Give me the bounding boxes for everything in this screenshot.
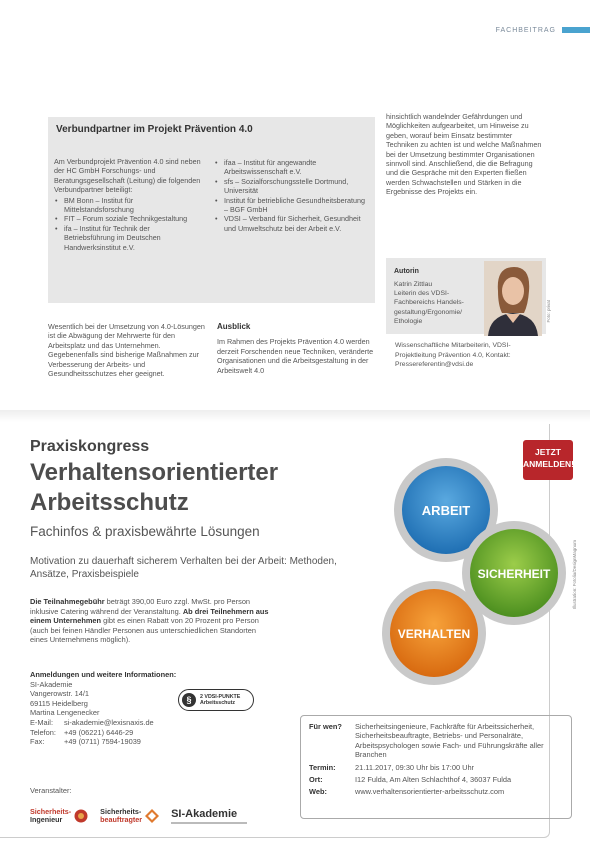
gear-label: ARBEIT (421, 503, 471, 518)
email-label: E-Mail: (30, 717, 53, 727)
email-link[interactable]: si-akademie@lexisnaxis.de (64, 717, 154, 727)
list-item: • ifaa – Institut für angewandte Arbeitswissenschaft e.V. (214, 158, 368, 177)
info-row-location (309, 775, 563, 784)
info-key: Ort: (309, 775, 323, 785)
contact-email (30, 718, 180, 728)
author-label: Autorin (394, 268, 419, 275)
ad-title: Verhaltensorientierter Arbeitsschutz (30, 459, 279, 516)
fee-text: beträgt 390,00 Euro zzgl. MwSt. pro Person inklusive Catering während der Veranstaltung. (30, 597, 251, 616)
author-line: Ethologie (394, 317, 423, 325)
photo-credit: Foto: privat (546, 300, 551, 323)
ausblick-section (217, 322, 377, 375)
info-value: I12 Fulda, Am Alten Schlachthof 4, 36037 Fulda (355, 775, 512, 785)
fee-discount-text: gibt es einen Rabatt von 20 Prozent pro Person (auch bei feinen Händler Personen aus unterschiedlichen Standorten eines Unternehmens möglich). (30, 616, 259, 645)
article-paragraph-right: hinsichtlich wandelnder Gefährdungen und Möglichkeiten aufgearbeitet, um Hinweise zu geben, worauf beim Einsatz bestimmter Techniken zu achten ist und welche Maßnahmen bei der Umsetzung bestimmter Organisationen sinnvoll sind. Anschließend, die die Befragung und die Gespräche mit den Experten fließen werden Schwachstellen und Stärken in die Ergebnisse des Projekts ein. (386, 112, 542, 197)
list-item: • VDSI – Verband für Sicherheit, Gesundheit und Umweltschutz bei der Arbeit e.V. (214, 214, 368, 233)
contact-fax (30, 737, 180, 747)
list-item: • BM Bonn – Institut für Mittelstandsforschung (54, 196, 202, 215)
verbundpartner-intro: Am Verbundprojekt Prävention 4.0 sind neben der HC GmbH Forschungs- und Beratungsgesellschaft (Leitung) die folgenden Verbundpartner beteiligt: (54, 157, 201, 195)
ad-tagline: Motivation zu dauerhaft sicherem Verhalten bei der Arbeit: Methoden, Ansätze, Praxisbeispiele (30, 556, 337, 580)
logo-sicherheitsingenieur (30, 808, 88, 825)
ausblick-title: Ausblick (217, 322, 251, 331)
contact-phone (30, 728, 180, 738)
info-row-audience (309, 722, 563, 760)
info-row-web (309, 787, 563, 796)
website-link[interactable]: www.verhaltensorientierter-arbeitsschutz.com (355, 787, 505, 797)
info-row-date (309, 763, 563, 772)
event-info-box (300, 715, 572, 819)
logo-underline (171, 822, 247, 824)
logo-si-akademie (171, 808, 247, 824)
logo-text: SI-Akademie (171, 808, 238, 820)
info-key: Web: (309, 787, 327, 797)
gear-label: SICHERHEIT (477, 567, 551, 581)
verbundpartner-right-column (214, 157, 368, 233)
info-key: Für wen? (309, 722, 342, 731)
fee-discount-label: Ab drei Teilnehmern aus einem Unternehmen (30, 606, 269, 626)
logo-text: beauftragter (100, 815, 143, 824)
org-city: 69115 Heidelberg (30, 698, 88, 708)
register-now-line: JETZT (535, 447, 561, 457)
verbundpartner-right-list (214, 158, 368, 233)
verbundpartner-left-list (54, 196, 202, 252)
author-line: Katrin Zittlau (394, 281, 433, 288)
verbundpartner-left-column (54, 157, 202, 252)
author-portrait-image (484, 261, 542, 336)
list-item: • ifa – Institut für Technik der Betriebsführung im Deutschen Handwerksinstitut e.V. (54, 224, 202, 252)
article-paragraph-left: Wesentlich bei der Umsetzung von 4.0-Lösungen ist die Abwägung der Mehrwerte für den Arbeitsplatz und das Unternehmen. Gegebenenfalls sind bisherige Maßnahmen zur Verbesserung der Arbeits- und Gesundheitsschutzes eher geeignet. (48, 322, 205, 379)
gear-label: VERHALTEN (397, 627, 471, 641)
gears-illustration (366, 455, 566, 695)
organizer-label: Veranstalter: (30, 786, 72, 795)
ad-subtitle: Fachinfos & praxisbewährte Lösungen (30, 524, 260, 539)
fax-value: +49 (0711) 7594-19039 (64, 737, 141, 747)
fax-label: Fax: (30, 737, 45, 747)
logo-sicherheitsbeauftragter (100, 808, 159, 825)
logo-text: Ingenieur (30, 815, 63, 824)
author-line: Leiterin des VDSI- (394, 290, 450, 298)
fee-info (30, 597, 270, 645)
ausblick-text: Im Rahmen des Projekts Prävention 4.0 werden derzeit Forschenden neue Techniken, veränderte Organisationen und die Arbeitsgestaltung in der Arbeitswelt 4.0 (217, 337, 374, 375)
contact-person: Martina Lengenecker (30, 708, 100, 718)
section-accent-bar (562, 27, 590, 33)
author-name (394, 280, 484, 326)
register-now-line: ANMELDEN! (523, 459, 574, 469)
phone-label: Telefon: (30, 727, 56, 737)
author-info: Wissenschaftliche Mitarbeiterin, VDSI-Projektleitung Prävention 4.0, Kontakt: Pressereferentin@vdsi.de (395, 342, 511, 369)
gear-verhalten (382, 581, 486, 685)
list-item: • sfs – Sozialforschungsstelle Dortmund, Universität (214, 177, 368, 196)
logo-text: Sicherheits- (100, 806, 142, 816)
verbundpartner-title: Verbundpartner im Projekt Prävention 4.0 (56, 124, 253, 135)
diamond-logo-icon (145, 809, 159, 823)
illustration-credit: Illustration: Fotolia/DesignMagnum (572, 540, 577, 610)
registration-title: Anmeldungen und weitere Informationen: (30, 670, 177, 679)
paragraph-icon: § (182, 693, 196, 707)
verbundpartner-box (48, 117, 375, 303)
info-value: Sicherheitsingenieure, Fachkräfte für Arbeitssicherheit, Sicherheitsbeauftragte, Betriebs- und Personalräte, Arbeitspsychologen sowie Fach- und Führungskräfte aller Branchen (355, 722, 544, 760)
badge-line: Arbeitsschutz (200, 700, 236, 706)
fee-label: Die Teilnahmegebühr (30, 597, 105, 606)
phone-value: +49 (06221) 6446-29 (64, 727, 134, 737)
org-street: Vangerowstr. 14/1 (30, 689, 90, 699)
info-key: Termin: (309, 762, 336, 772)
section-tag (496, 24, 590, 36)
list-item: • Institut für betriebliche Gesundheitsberatung – BGF GmbH (214, 196, 368, 215)
ad-kicker: Praxiskongress (30, 438, 150, 455)
badge-line: 2 VDSI-PUNKTE (200, 693, 241, 700)
org-name: SI-Akademie (30, 679, 73, 689)
organizer-logos (30, 802, 259, 830)
badge-text (200, 694, 240, 707)
vdsi-points-badge (178, 689, 254, 711)
author-line: Fachbereichs Handels- (394, 299, 464, 307)
list-item: • FIT – Forum soziale Technikgestaltung (54, 214, 202, 223)
logo-text: Sicherheits- (30, 806, 72, 816)
author-portrait (484, 261, 542, 336)
author-line: gestaltung/Ergonomie/ (394, 308, 463, 316)
page-fold-divider (0, 410, 590, 422)
circle-logo-icon (74, 809, 88, 823)
info-value: 21.11.2017, 09:30 Uhr bis 17:00 Uhr (355, 762, 475, 772)
registration-info (30, 670, 180, 747)
section-label: FACHBEITRAG (495, 26, 556, 34)
